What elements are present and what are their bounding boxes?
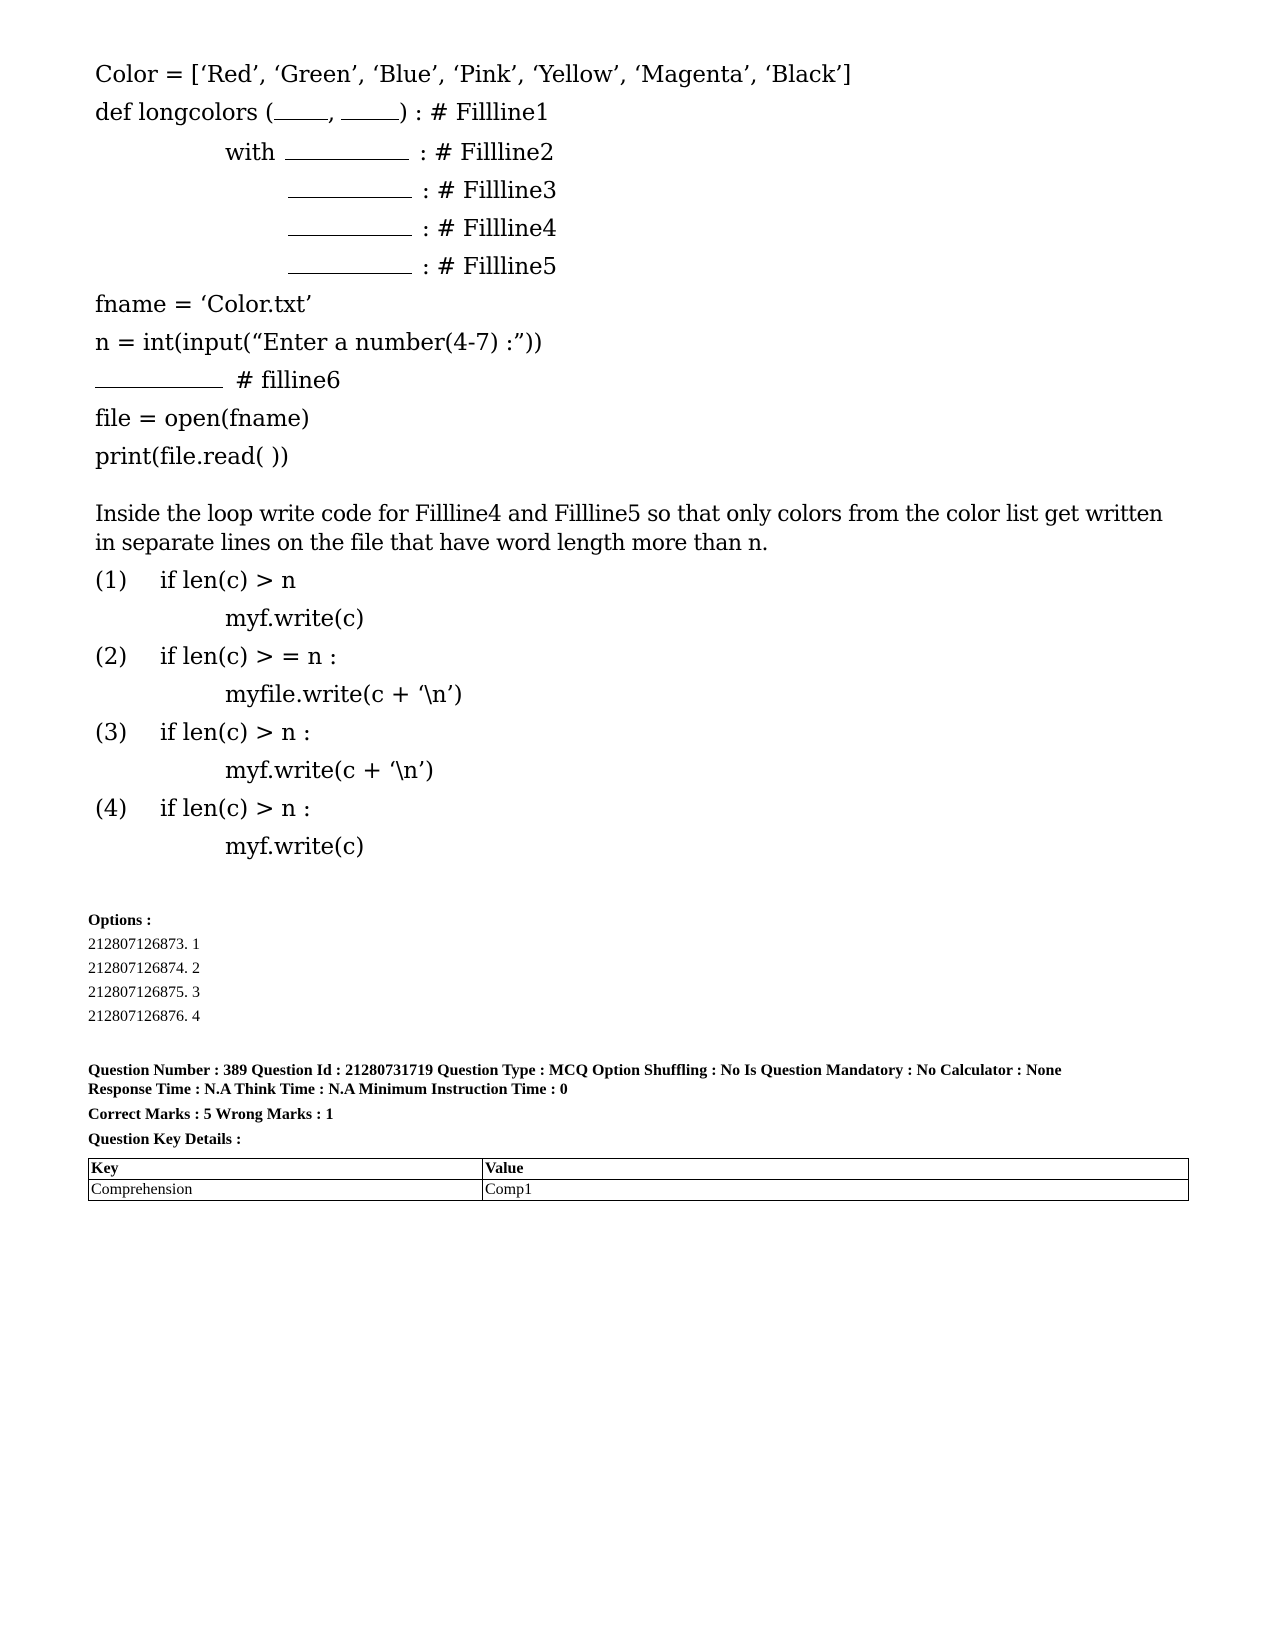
- with-keyword: with: [225, 140, 276, 166]
- choice-4-line1: if len(c) > n :: [160, 796, 311, 822]
- option-item-4: 212807126876. 4: [88, 1008, 200, 1025]
- blank-fillline2: [285, 158, 409, 160]
- choice-2-number: (2): [95, 644, 127, 670]
- code-line-print: print(file.read( )): [95, 444, 289, 470]
- table-cell-value: Comp1: [483, 1180, 1189, 1201]
- table-row: [89, 1180, 1189, 1201]
- code-line-fname: fname = ‘Color.txt’: [95, 292, 313, 318]
- key-details-label: Question Key Details :: [88, 1131, 242, 1148]
- fillline3-comment: : # Fillline3: [422, 178, 557, 204]
- code-line-color-list: Color = [‘Red’, ‘Green’, ‘Blue’, ‘Pink’, ‘Yellow’, ‘Magenta’, ‘Black’]: [95, 62, 852, 88]
- option-item-3: 212807126875. 3: [88, 984, 200, 1001]
- code-line-fillline5: [288, 254, 557, 280]
- code-line-open: file = open(fname): [95, 406, 310, 432]
- choice-1-number: (1): [95, 568, 127, 594]
- blank-param-2: [341, 118, 399, 120]
- choice-4-number: (4): [95, 796, 127, 822]
- question-key-table: [88, 1158, 1189, 1201]
- question-meta-line1: Question Number : 389 Question Id : 21280731719 Question Type : MCQ Option Shuffling : No Is Question Mandatory : No Calculator : None: [88, 1062, 1062, 1079]
- blank-fillline4: [288, 234, 412, 236]
- choice-1-line2: myf.write(c): [225, 606, 365, 632]
- code-line-input: n = int(input(“Enter a number(4-7) :”)): [95, 330, 543, 356]
- choice-2-line2: myfile.write(c + ‘\n’): [225, 682, 463, 708]
- blank-fillline5: [288, 272, 412, 274]
- question-text-line1: Inside the loop write code for Fillline4 and Fillline5 so that only colors from the color list get written: [95, 502, 1163, 527]
- code-line-def: [95, 100, 550, 126]
- filline6-comment: # filline6: [235, 368, 341, 394]
- question-meta-line2: Response Time : N.A Think Time : N.A Minimum Instruction Time : 0: [88, 1081, 568, 1098]
- choice-3-line2: myf.write(c + ‘\n’): [225, 758, 434, 784]
- fillline5-comment: : # Fillline5: [422, 254, 557, 280]
- marks-line: Correct Marks : 5 Wrong Marks : 1: [88, 1106, 334, 1123]
- choice-3-number: (3): [95, 720, 127, 746]
- option-item-2: 212807126874. 2: [88, 960, 200, 977]
- table-cell-key: Comprehension: [89, 1180, 483, 1201]
- def-prefix: def longcolors (: [95, 100, 274, 126]
- choice-1-line1: if len(c) > n: [160, 568, 296, 594]
- code-line-fillline4: [288, 216, 557, 242]
- choice-2-line1: if len(c) > = n :: [160, 644, 337, 670]
- blank-filline6: [95, 386, 223, 388]
- fillline4-comment: : # Fillline4: [422, 216, 557, 242]
- blank-param-1: [274, 118, 328, 120]
- options-label: Options :: [88, 912, 152, 929]
- blank-fillline3: [288, 196, 412, 198]
- def-suffix: ) : # Fillline1: [398, 100, 550, 126]
- option-item-1: 212807126873. 1: [88, 936, 200, 953]
- code-line-filline6: [95, 368, 341, 394]
- def-comma: ,: [327, 100, 335, 126]
- fillline2-comment: : # Fillline2: [419, 140, 555, 166]
- code-line-fillline3: [288, 178, 557, 204]
- table-header-key: Key: [89, 1159, 483, 1180]
- choice-4-line2: myf.write(c): [225, 834, 365, 860]
- code-line-with: [225, 140, 554, 166]
- choice-3-line1: if len(c) > n :: [160, 720, 311, 746]
- table-header-value: Value: [483, 1159, 1189, 1180]
- question-text-line2: in separate lines on the file that have word length more than n.: [95, 531, 768, 556]
- table-header-row: [89, 1159, 1189, 1180]
